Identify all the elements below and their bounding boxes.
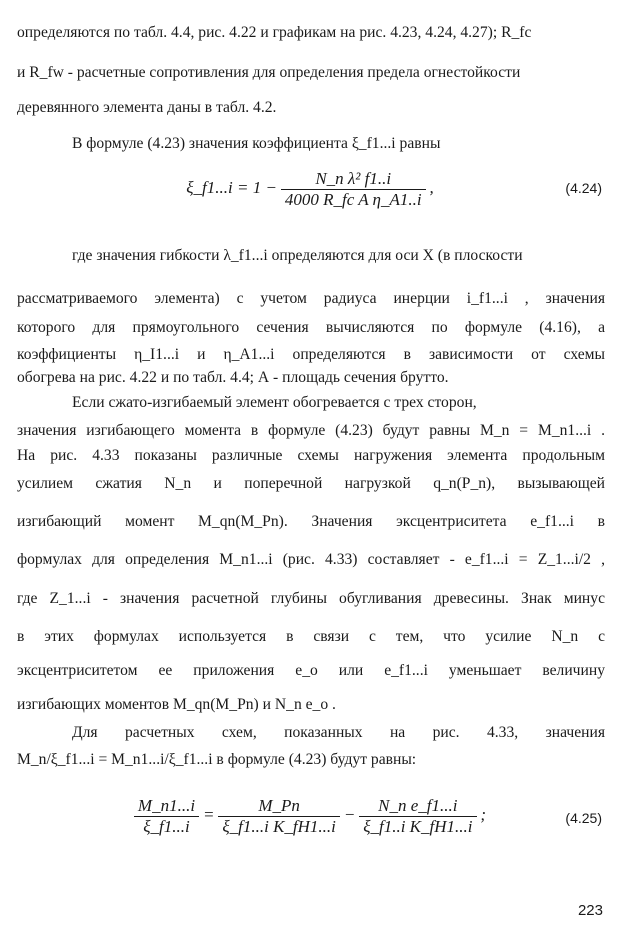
text-line: деревянного элемента даны в табл. 4.2. — [17, 99, 277, 116]
text-line: коэффициенты η_I1...i и η_A1...i определяются в зависимости от схемы — [17, 346, 605, 363]
text-line: Если сжато-изгибаемый элемент обогревается с трех сторон, — [72, 394, 477, 411]
text-line: где значения гибкости λ_f1...i определяются для оси X (в плоскости — [72, 247, 523, 264]
equation-number: (4.24) — [565, 180, 602, 196]
eq-denominator: ξ_f1..i K_fH1...i — [359, 816, 476, 837]
text-line: усилием сжатия N_n и поперечной нагрузкой q_n(P_n), вызывающей — [17, 475, 605, 492]
text-line: которого для прямоугольного сечения вычисляются по формуле (4.16), а — [17, 319, 605, 336]
eq-tail: , — [429, 178, 434, 197]
text-line: где Z_1...i - значения расчетной глубины обугливания древесины. Знак минус — [17, 590, 605, 607]
text-line: Для расчетных схем, показанных на рис. 4.33, значения — [72, 724, 605, 741]
eq-equals: = — [202, 805, 215, 824]
equation-number: (4.25) — [565, 810, 602, 826]
eq-lhs: ξ_f1...i = 1 − — [186, 178, 277, 197]
text-line: формулах для определения M_n1...i (рис. 4.33) составляет - e_f1...i = Z_1...i/2 , — [17, 551, 605, 568]
eq-fraction — [359, 796, 476, 837]
eq-tail: ; — [480, 805, 487, 824]
eq-denominator: 4000 R_fc A η_A1..i — [281, 189, 426, 210]
text-line: определяются по табл. 4.4, рис. 4.22 и графикам на рис. 4.23, 4.24, 4.27); R_fc — [17, 24, 532, 41]
text-line: На рис. 4.33 показаны различные схемы нагружения элемента продольным — [17, 447, 605, 464]
eq-numerator: M_Pn — [258, 795, 300, 815]
text-line: эксцентриситетом ее приложения e_o или e_f1...i уменьшает величину — [17, 662, 605, 679]
text-line: и R_fw - расчетные сопротивления для определения предела огнестойкости — [17, 64, 521, 81]
equation-4-25 — [0, 795, 620, 837]
eq-fraction — [218, 796, 340, 837]
eq-fraction — [134, 796, 199, 837]
eq-numerator: N_n λ² f1..i — [315, 168, 392, 188]
text-line: обогрева на рис. 4.22 и по табл. 4.4; А - площадь сечения брутто. — [17, 369, 449, 386]
text-line: значения изгибающего момента в формуле (4.23) будут равны M_n = M_n1...i . — [17, 422, 605, 439]
text-line: В формуле (4.23) значения коэффициента ξ_f1...i равны — [72, 135, 441, 152]
text-line: изгибающий момент M_qn(M_Pn). Значения эксцентриситета e_f1...i в — [17, 513, 605, 530]
eq-denominator: ξ_f1...i K_fH1...i — [218, 816, 340, 837]
text-line: в этих формулах используется в связи с тем, что усилие N_n с — [17, 628, 605, 645]
eq-minus: − — [343, 805, 356, 824]
eq-numerator: M_n1...i — [137, 795, 196, 815]
eq-numerator: N_n e_f1...i — [378, 795, 458, 815]
text-line: изгибающих моментов M_qn(M_Pn) и N_n e_o . — [17, 696, 336, 713]
equation-4-24 — [0, 168, 620, 210]
text-line: рассматриваемого элемента) с учетом радиуса инерции i_f1...i , значения — [17, 290, 605, 307]
text-line: M_n/ξ_f1...i = M_n1...i/ξ_f1...i в формуле (4.23) будут равны: — [17, 751, 417, 768]
eq-fraction — [281, 169, 426, 210]
page-number: 223 — [577, 902, 603, 919]
eq-denominator: ξ_f1...i — [134, 816, 199, 837]
